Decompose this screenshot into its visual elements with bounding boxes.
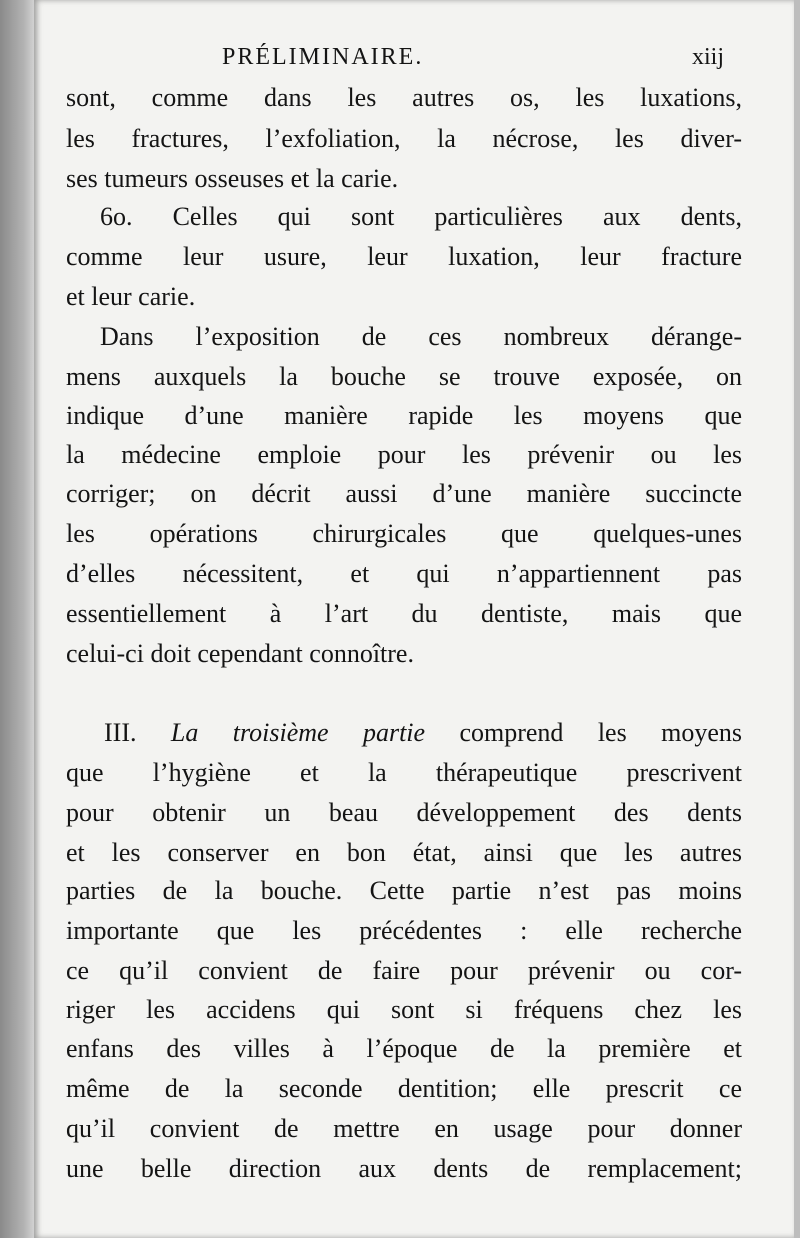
text-line: 6o. Celles qui sont particulières aux dents, bbox=[100, 202, 742, 231]
text-line: Dans l’exposition de ces nombreux dérange- bbox=[100, 322, 742, 351]
text-line: la médecine emploie pour les prévenir ou les bbox=[66, 440, 742, 469]
text-line: qu’il convient de mettre en usage pour donner bbox=[66, 1114, 742, 1143]
page-number: xiij bbox=[692, 44, 725, 70]
text-line: que l’hygiène et la thérapeutique prescrivent bbox=[66, 758, 742, 787]
text-line: essentiellement à l’art du dentiste, mais que bbox=[66, 599, 742, 628]
text-line: indique d’une manière rapide les moyens que bbox=[66, 401, 742, 430]
text-line: et leur carie. bbox=[66, 282, 196, 311]
text-line: et les conserver en bon état, ainsi que les autres bbox=[66, 838, 742, 867]
text-line: pour obtenir un beau développement des dents bbox=[66, 798, 742, 827]
text-line: enfans des villes à l’époque de la première et bbox=[66, 1034, 742, 1063]
text-line: les opérations chirurgicales que quelques-unes bbox=[66, 519, 742, 548]
text-line: corriger; on décrit aussi d’une manière succincte bbox=[66, 479, 742, 508]
text-line: les fractures, l’exfoliation, la nécrose, les diver- bbox=[66, 124, 742, 153]
text-line: d’elles nécessitent, et qui n’appartiennent pas bbox=[66, 559, 742, 588]
text-line: une belle direction aux dents de remplacement; bbox=[66, 1154, 742, 1183]
book-spine-shadow bbox=[0, 0, 34, 1238]
text-line: importante que les précédentes : elle recherche bbox=[66, 916, 742, 945]
text-line: celui-ci doit cependant connoître. bbox=[66, 639, 414, 668]
text-line: même de la seconde dentition; elle prescrit ce bbox=[66, 1074, 742, 1103]
running-header: PRÉLIMINAIRE. bbox=[222, 44, 424, 70]
text-line: sont, comme dans les autres os, les luxations, bbox=[66, 83, 742, 112]
text-line bbox=[104, 717, 742, 749]
text-line: mens auxquels la bouche se trouve exposée, on bbox=[66, 362, 742, 391]
text-line: parties de la bouche. Cette partie n’est pas moins bbox=[66, 876, 742, 905]
text-line: ses tumeurs osseuses et la carie. bbox=[66, 164, 399, 193]
text-line: comme leur usure, leur luxation, leur fracture bbox=[66, 242, 742, 271]
section-title-italic: La troisième partie bbox=[170, 718, 426, 747]
text-line: ce qu’il convient de faire pour prévenir ou cor- bbox=[66, 956, 742, 985]
text-line: riger les accidens qui sont si fréquens chez les bbox=[66, 995, 742, 1024]
section-numeral: III. bbox=[104, 718, 137, 747]
line-rest: comprend les moyens bbox=[459, 718, 742, 747]
